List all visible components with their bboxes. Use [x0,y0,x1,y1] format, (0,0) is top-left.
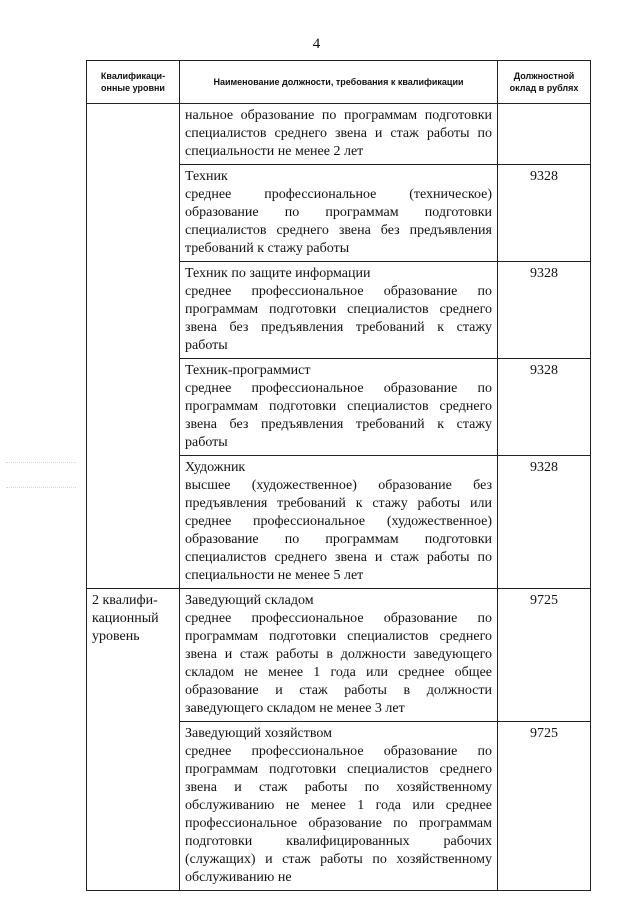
position-title: Заведующий складом [185,593,314,608]
salary-value: 9328 [530,169,558,184]
position-title: Техник-программист [185,363,311,378]
salary-cell [498,722,591,891]
scan-artifact [6,462,76,488]
salary-value: 9328 [530,460,558,475]
salary-cell [498,359,591,456]
table-row [87,104,591,165]
qualification-table [86,60,591,891]
salary-value: 9725 [530,726,558,741]
level-cell [87,589,180,891]
level-cell-continued [87,104,180,589]
position-title: Техник по защите информации [185,266,371,281]
salary-cell [498,262,591,359]
salary-cell [498,589,591,722]
salary-cell [498,456,591,589]
position-requirements: среднее профессиональное (техническое) образование по программам подготовки специалистов среднего звена без предъявления требований к стажу работы [185,187,492,256]
table-header-row [87,61,591,104]
header-level-text: Квалификаци- онные уровни [100,71,166,93]
header-salary-text: Должностной оклад в рублях [509,71,579,93]
position-cell [180,456,498,589]
position-cell [180,262,498,359]
table-row [87,589,591,722]
position-title: Художник [185,460,246,475]
position-requirements: среднее профессиональное образование по программам подготовки специалистов среднего звена без предъявления требований к стажу работы [185,284,492,353]
position-cell [180,104,498,165]
position-requirements: среднее профессиональное образование по программам подготовки специалистов среднего звена без предъявления требований к стажу работы [185,381,492,450]
position-requirements: нальное образование по программам подготовки специалистов среднего звена и стаж работы по специальности не менее 2 лет [185,108,492,159]
salary-cell [498,165,591,262]
position-requirements: среднее профессиональное образование по программам подготовки специалистов среднего звена и стаж работы в должности заведующего складом не менее 1 года или среднее общее образование и стаж работы в должности заведующего складом не менее 3 лет [185,611,492,716]
position-cell [180,165,498,262]
header-salary [498,61,591,104]
position-cell [180,589,498,722]
header-position-requirements [180,61,498,104]
header-position-text: Наименование должности, требования к квалификации [213,77,464,87]
salary-value: 9328 [530,363,558,378]
page-number: 4 [312,36,321,52]
position-requirements: среднее профессиональное образование по программам подготовки специалистов среднего звена и стаж работы по хозяйственному обслуживанию не менее 1 года или среднее профессиональное образование по программам подготовки квалифицированных рабочих (служащих) и стаж работы по хозяйственному обслуживанию не [185,744,492,885]
salary-value: 9725 [530,593,558,608]
header-qualification-levels [87,61,180,104]
position-cell [180,722,498,891]
qualification-level-label: 2 квалифи- кационный уровень [92,593,159,644]
position-title: Техник [185,169,228,184]
salary-cell [498,104,591,165]
position-requirements: высшее (художественное) образование без предъявления требований к стажу работы или среднее профессиональное (художественное) образование по программам подготовки специалистов среднего звена и стаж работы по специальности не менее 5 лет [185,478,492,583]
salary-value: 9328 [530,266,558,281]
position-cell [180,359,498,456]
position-title: Заведующий хозяйством [185,726,332,741]
